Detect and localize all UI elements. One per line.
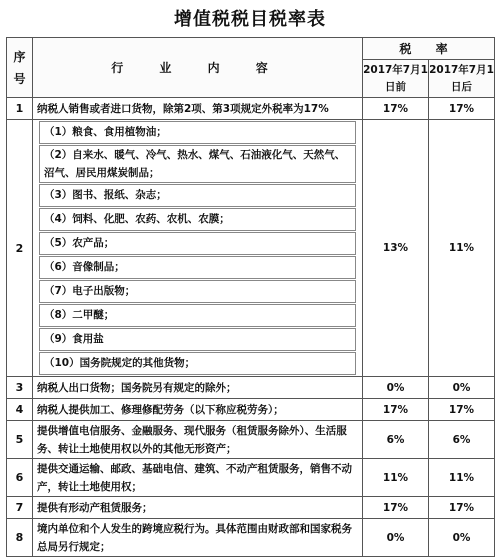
rate-before: 6% (363, 421, 429, 459)
header-seq-char1: 序 (13, 49, 26, 64)
row-text: 境内单位和个人发生的跨境应税行为。具体范围由财政部和国家税务总局另行规定； (33, 519, 363, 557)
rate-after: 11% (429, 459, 495, 497)
row-number: 5 (7, 421, 33, 459)
page-title: 增值税税目税率表 (174, 9, 326, 30)
row-number: 2 (7, 120, 33, 377)
row-number: 3 (7, 377, 33, 399)
table-row (7, 497, 495, 519)
tax-rate-table (6, 37, 495, 557)
header-industry: 行 业 内 容 (33, 38, 363, 98)
row-number: 1 (7, 98, 33, 120)
rate-before: 13% (363, 120, 429, 377)
list-item: （2）自来水、暖气、冷气、热水、煤气、石油液化气、天然气、沼气、居民用煤炭制品； (39, 145, 356, 183)
row-number: 6 (7, 459, 33, 497)
header-seq (7, 38, 33, 98)
table-row (7, 519, 495, 557)
header-rate: 税 率 (363, 38, 495, 60)
table-row (7, 98, 495, 120)
rate-before: 17% (363, 497, 429, 519)
list-item: （4）饲料、化肥、农药、农机、农膜； (39, 208, 356, 231)
table-row (7, 377, 495, 399)
table-row (7, 459, 495, 497)
row-text: 纳税人提供加工、修理修配劳务（以下称应税劳务）； (33, 399, 363, 421)
rate-after: 17% (429, 497, 495, 519)
rate-after: 17% (429, 98, 495, 120)
rate-after: 17% (429, 399, 495, 421)
rate-before: 17% (363, 399, 429, 421)
list-item: （3）图书、报纸、杂志； (39, 184, 356, 207)
rate-before: 17% (363, 98, 429, 120)
rate-after: 6% (429, 421, 495, 459)
list-item: （10）国务院规定的其他货物； (39, 352, 356, 375)
row-number: 4 (7, 399, 33, 421)
list-item: （8）二甲醚； (39, 304, 356, 327)
header-after: 2017年7月1日后 (429, 60, 495, 98)
row-text: 提供有形动产租赁服务； (33, 497, 363, 519)
row-number: 8 (7, 519, 33, 557)
list-item: （9）食用盐 (39, 328, 356, 351)
row-sublist (33, 120, 363, 377)
rate-before: 11% (363, 459, 429, 497)
table-row (7, 399, 495, 421)
table-row (7, 120, 495, 377)
row-text: 提供增值电信服务、金融服务、现代服务（租赁服务除外）、生活服务、转让土地使用权以外的其他无形资产； (33, 421, 363, 459)
rate-before: 0% (363, 377, 429, 399)
header-row (7, 38, 495, 60)
row-text: 提供交通运输、邮政、基础电信、建筑、不动产租赁服务，销售不动产，转让土地使用权； (33, 459, 363, 497)
rate-after: 0% (429, 377, 495, 399)
header-before: 2017年7月1日前 (363, 60, 429, 98)
header-seq-char2: 号 (13, 71, 26, 86)
list-item: （5）农产品； (39, 232, 356, 255)
rate-after: 0% (429, 519, 495, 557)
table-row (7, 421, 495, 459)
row-text: 纳税人销售或者进口货物，除第2项、第3项规定外税率为17% (33, 98, 363, 120)
list-item: （1）粮食、食用植物油； (39, 121, 356, 144)
row-text: 纳税人出口货物；国务院另有规定的除外； (33, 377, 363, 399)
rate-before: 0% (363, 519, 429, 557)
row-number: 7 (7, 497, 33, 519)
list-item: （7）电子出版物； (39, 280, 356, 303)
rate-after: 11% (429, 120, 495, 377)
list-item: （6）音像制品； (39, 256, 356, 279)
